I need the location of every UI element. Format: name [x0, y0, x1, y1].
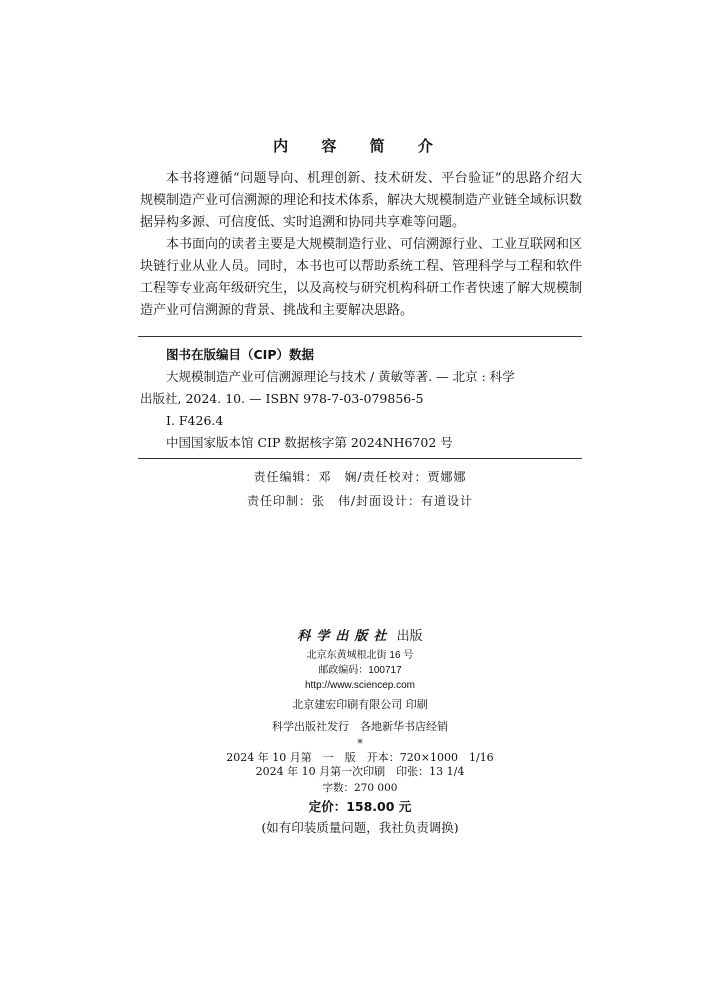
printing-line: 2024 年 10 月第一次印刷 印张：13 1/4	[255, 765, 465, 778]
cip-block	[140, 344, 582, 454]
cip-line-2: 出版社, 2024. 10. — ISBN 978-7-03-079856-5	[140, 391, 424, 406]
credits-line-1: 责任编辑：邓 娴/责任校对：贾娜娜	[253, 470, 467, 484]
publisher-line	[0, 626, 720, 648]
printer-line: 北京建宏印刷有限公司 印刷	[292, 698, 428, 711]
divider-top	[138, 336, 582, 337]
distribution-line: 科学出版社发行 各地新华书店经销	[272, 720, 448, 733]
cip-record-number: 中国国家版本馆 CIP 数据核字第 2024NH6702 号	[166, 435, 453, 450]
cip-heading: 图书在版编目（CIP）数据	[166, 347, 314, 362]
page-title: 内 容 简 介	[273, 137, 447, 155]
publisher-website: http://www.sciencep.com	[304, 680, 416, 691]
summary-paragraph-2: 本书面向的读者主要是大规模制造行业、可信溯源行业、工业互联网和区块链行业从业人员。同时，本书也可以帮助系统工程、管理科学与工程和软件工程等专业高年级研究生，以及高校与研究机构科研工作者快速了解大规模制造产业可信溯源的背景、挑战和主要解决思路。	[140, 237, 583, 318]
publisher-postcode: 邮政编码：100717	[318, 665, 402, 676]
divider-bottom	[138, 458, 582, 459]
imprint-block	[0, 626, 720, 839]
publisher-address: 北京东黄城根北街 16 号	[306, 650, 414, 661]
edition-line: 2024 年 10 月第 一 版 开本：720×1000 1/16	[226, 751, 494, 764]
separator-star: *	[357, 737, 363, 750]
cip-line-1: 大规模制造产业可信溯源理论与技术 / 黄敏等著. — 北京 : 科学	[166, 369, 515, 384]
credits-line-2: 责任印制：张 伟/封面设计：有道设计	[246, 494, 474, 508]
quality-note: (如有印装质量问题，我社负责调换)	[261, 820, 459, 835]
price: 定价：158.00 元	[308, 799, 412, 814]
cip-classification: Ⅰ. F426.4	[166, 413, 224, 428]
publisher-logo: 科学出版社	[297, 629, 393, 644]
publisher-suffix: 出版	[396, 629, 423, 644]
content-summary	[140, 168, 582, 322]
summary-paragraph-1: 本书将遵循“问题导向、机理创新、技术研发、平台验证”的思路介绍大规模制造产业可信溯源的理论和技术体系，解决大规模制造产业链全域标识数据异构多源、可信度低、实时追溯和协同共享难等问题。	[140, 171, 583, 230]
editorial-credits	[0, 465, 720, 513]
word-count: 字数：270 000	[322, 782, 398, 794]
